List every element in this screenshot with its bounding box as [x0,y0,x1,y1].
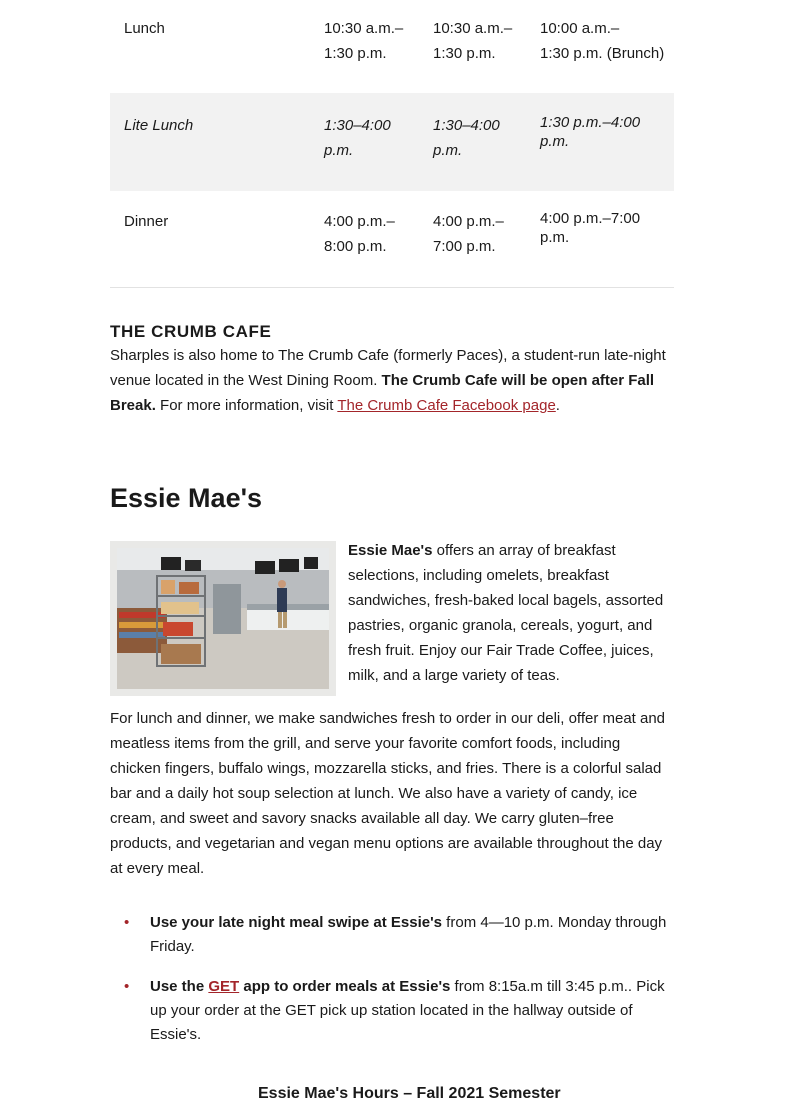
crumb-open-notice: The Crumb Cafe will be open after Fall Break. [110,372,655,414]
get-app-link[interactable]: GET [208,978,240,995]
crumb-cafe-description: Sharples is also home to The Crumb Cafe (formerly Paces), a student-run late-night venue located in the West Dining Room. The Crumb Cafe will be open after Fall Break. For more information, visit The Crumb Cafe Facebook page. [110,347,666,414]
essie-description: For lunch and dinner, we make sandwiches fresh to order in our deli, offer meat and meatless items from the grill, and serve your favorite comfort foods, including chicken fingers, buffalo wings, mozzarella sticks, and fries. There is a colorful salad bar and a daily hot soup selection at lunch. We also have a variety of candy, ice cream, and sweet and savory snacks available all day. We carry gluten–free products, and vegetarian and vegan menu options are available throughout the day at every meal. [110,710,666,877]
hours-cell: 1:30 p.m.–4:00 p.m. [540,114,641,150]
hours-cell: 10:30 a.m.– 1:30 p.m. [433,20,513,62]
essie-hours-heading: Essie Mae's Hours – Fall 2021 Semester [258,1085,561,1102]
essie-store-photo [117,548,329,689]
hours-row-dinner [110,191,674,287]
bullet-icon: • [124,914,130,931]
essie-maes-heading: Essie Mae's [110,483,263,513]
essie-info-list [110,911,674,1047]
list-item: • Use the GET app to order meals at Essie's from 8:15a.m till 3:45 p.m.. Pick up your order at the GET pick up station located in the hallway outside of Essie's. [110,975,674,1047]
main-content [110,0,674,1063]
table-divider [110,287,674,288]
hours-cell: 4:00 p.m.– 7:00 p.m. [433,213,504,255]
essie-intro-block [110,541,674,706]
hours-cell: 10:30 a.m.– 1:30 p.m. [324,20,404,62]
essie-intro-text: Essie Mae's offers an array of breakfast selections, including omelets, breakfast sandwiches, fresh-baked local bagels, assorted pastries, organic granola, cereals, yogurt, and fresh fruit. Enjoy our Fair Trade Coffee, juices, milk, and a large variety of teas. [348,542,664,684]
hours-cell: 10:00 a.m.– 1:30 p.m. (Brunch) [540,20,665,62]
bullet-icon: • [124,978,130,995]
meal-name: Lunch [124,20,165,37]
hours-cell: 4:00 p.m.–7:00 p.m. [540,210,641,246]
crumb-facebook-link[interactable]: The Crumb Cafe Facebook page [337,397,556,414]
crumb-cafe-heading: THE CRUMB CAFE [110,322,272,341]
essie-photo-frame [110,541,336,696]
hours-table [110,0,674,288]
hours-cell: 4:00 p.m.– 8:00 p.m. [324,213,395,255]
meal-name: Dinner [124,213,169,230]
hours-row-lunch [110,0,674,93]
hours-cell: 1:30–4:00 p.m. [324,117,391,159]
hours-cell: 1:30–4:00 p.m. [433,117,500,159]
hours-row-lite-lunch [110,93,674,191]
list-item: • Use your late night meal swipe at Essie's from 4—10 p.m. Monday through Friday. [110,911,674,959]
meal-name: Lite Lunch [124,117,194,134]
